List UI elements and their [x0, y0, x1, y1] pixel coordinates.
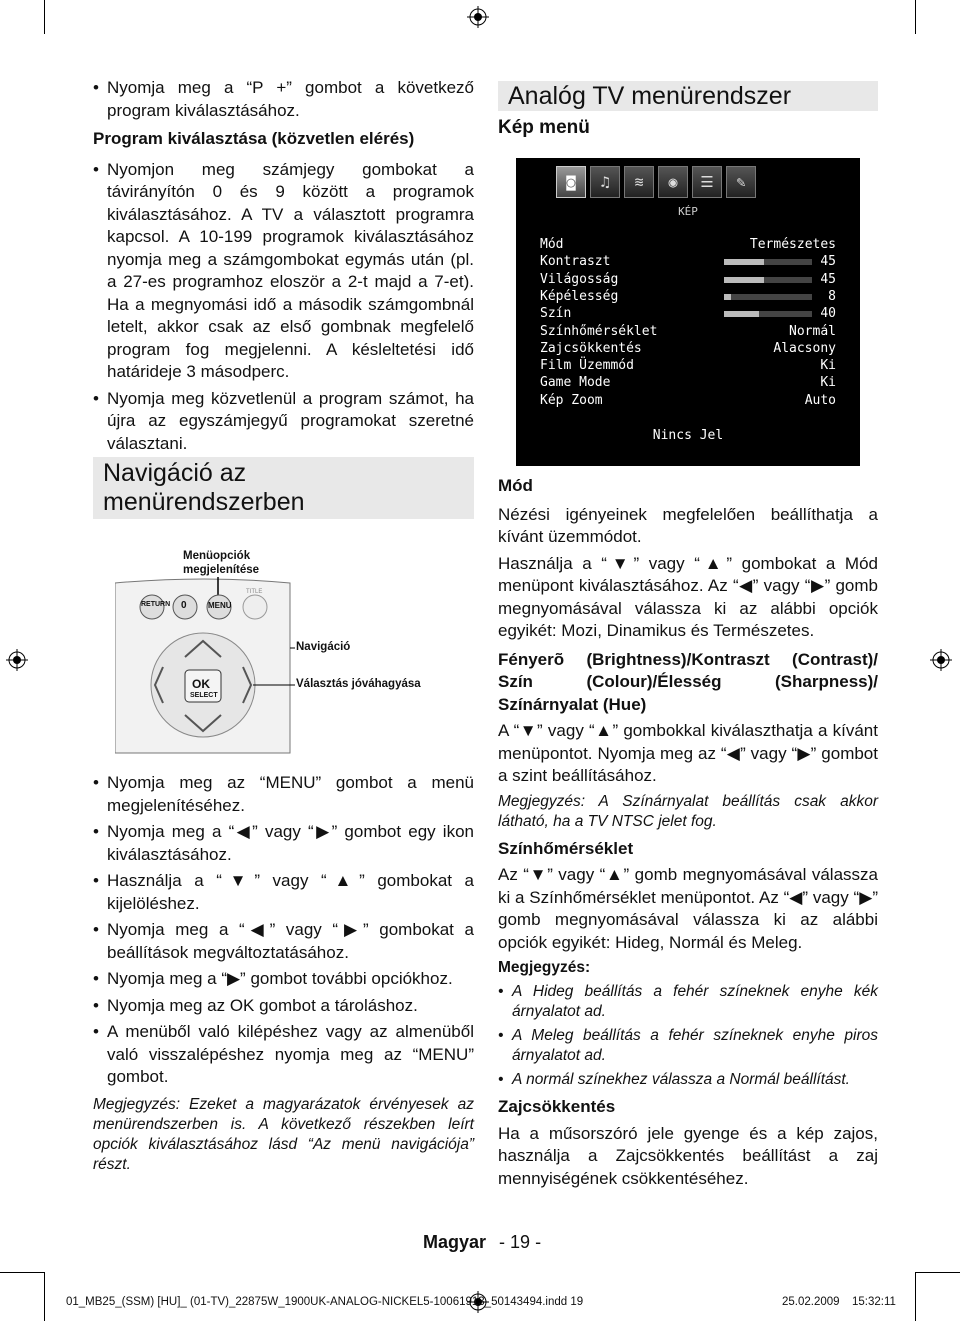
tv-menu-row-label: Game Mode [540, 375, 611, 391]
navigation-section-title [93, 457, 474, 519]
tv-menu-row-value: Alacsony [773, 340, 836, 356]
tv-menu-row[interactable] [540, 289, 836, 306]
tv-menu-row[interactable] [540, 375, 836, 392]
settings-icon[interactable]: ≋ [624, 166, 654, 198]
crop-mark [0, 1272, 44, 1273]
page-footer [423, 1232, 541, 1253]
footer-page-number: - 19 - [499, 1232, 542, 1252]
noise-reduction-paragraph: Ha a műsorszóró jele gyenge és a kép zajos, használja a Zajcsökkentés beállítást a zaj mennyiségének csökkentéséhez. [498, 1123, 878, 1188]
picture-menu-subtitle: Kép menü [498, 117, 590, 138]
select-button-label: SELECT [190, 692, 218, 699]
tv-menu-row-label: Zajcsökkentés [540, 340, 642, 356]
footer-time: 15:32:11 [852, 1296, 896, 1308]
crop-mark [44, 1272, 45, 1321]
tv-menu-row[interactable] [540, 393, 836, 410]
tools-icon[interactable]: ✎ [726, 166, 756, 198]
registration-mark-icon [930, 649, 952, 671]
tv-menu-row-value: Ki [820, 358, 836, 374]
direct-selection-heading: Program kiválasztása (közvetlen elérés) [93, 129, 415, 148]
mode-heading: Mód [498, 476, 533, 495]
tv-menu-section-title: KÉP [678, 205, 698, 218]
tv-menu-row-slider[interactable] [724, 311, 812, 317]
navigation-instructions [93, 772, 474, 1179]
nav-bullet: • Nyomja meg a “▶” gombot további opciókhoz. [93, 968, 474, 991]
tv-menu-row-label: Világosság [540, 271, 619, 287]
tv-menu-row-label: Kép Zoom [540, 392, 603, 408]
tv-menu-row-label: Kontraszt [540, 254, 611, 270]
crop-mark [915, 1272, 916, 1321]
navigation-title-line-2: menürendszerben [103, 488, 305, 516]
registration-mark-icon [467, 6, 489, 28]
footer-file-name: 01_MB25_(SSM) [HU]_ (01-TV)_22875W_1900UK-ANALOG-NICKEL5-10061913_50143494.indd 19 [66, 1296, 584, 1308]
tv-menu-row-value: Normál [789, 323, 836, 339]
tv-menu-row[interactable] [540, 254, 836, 271]
tv-menu-row-slider[interactable] [724, 259, 812, 265]
tv-menu-row-value: 40 [820, 306, 836, 322]
callout-navigation: Navigáció [296, 641, 351, 653]
color-temperature-heading: Színhőmérséklet [498, 838, 634, 858]
tv-menu-row[interactable] [540, 324, 836, 341]
footer-date: 25.02.2009 [782, 1296, 840, 1308]
analog-menu-title-bar [498, 81, 878, 111]
ok-button[interactable]: OK [192, 677, 210, 691]
navigation-note: Megjegyzés: Ezeket a magyarázatok érvényesek az menürendszerben is. A következő részekben leírt opciók kiválasztásához lásd “Az menü navigációja” részt. [93, 1095, 474, 1173]
direct-selection-bullet: • Nyomja meg közvetlenül a program számot, ha újra az egyszámjegyű programokat szeretné választani. [93, 388, 474, 456]
mode-paragraph: Használja a “▼” vagy “▲” gombokat a Mód menüpont kiválasztásához. Az “◀” vagy “▶” gomb megnyomásával válassza ki az alábbi opciók egyikét: Mozi, Dinamikus és Természetes. [498, 553, 878, 640]
callout-menu-options: Menüopciók megjelenítése [183, 550, 260, 576]
right-column-text [498, 475, 878, 1194]
footer-language: Magyar [423, 1232, 487, 1252]
color-temperature-note-label: Megjegyzés: [498, 959, 591, 976]
crop-mark [915, 0, 916, 34]
tv-menu-row-slider[interactable] [724, 294, 812, 300]
zero-button[interactable]: 0 [181, 600, 187, 611]
source-icon[interactable]: ◉ [658, 166, 688, 198]
tv-status-no-signal: Nincs Jel [652, 428, 724, 443]
color-temperature-note: • A Meleg beállítás a fehér színeknek enyhe piros árnyalatot ad. [498, 1026, 878, 1066]
analog-menu-title: Analóg TV menürendszer [508, 82, 792, 110]
return-button[interactable]: RETURN [141, 601, 171, 608]
list-icon[interactable]: ☰ [692, 166, 722, 198]
tv-menu-row-value: 8 [828, 288, 836, 304]
tv-menu-row-value: 45 [820, 254, 836, 270]
tv-picture-menu-screenshot [516, 158, 860, 466]
navigation-title-line-1: Navigáció az [103, 459, 247, 487]
tv-menu-row[interactable] [540, 358, 836, 375]
tv-menu-row[interactable] [540, 306, 836, 323]
nav-bullet: • Nyomja meg az “MENU” gombot a menü megjelenítéséhez. [93, 772, 474, 817]
tv-menu-row-value: Auto [804, 392, 836, 408]
crop-mark [915, 1272, 960, 1273]
camera-icon[interactable]: ◙ [556, 166, 586, 198]
tv-menu-row[interactable] [540, 341, 836, 358]
registration-mark-icon [6, 649, 28, 671]
tv-menu-row-label: Színhőmérséklet [540, 323, 658, 339]
tv-menu-row-slider[interactable] [724, 277, 812, 283]
music-icon[interactable]: ♫ [590, 166, 620, 198]
tv-menu-row[interactable] [540, 237, 836, 254]
brightness-heading: Fényerõ (Brightness)/Kontraszt (Contrast)/ Szín (Colour)/Élesség (Sharpness)/ Színárnyalat (Hue) [498, 649, 878, 714]
crop-mark [44, 0, 45, 34]
nav-bullet: • A menüből való kilépéshez vagy az almenüből való visszalépéshez nyomja meg az “MENU” gombot. [93, 1021, 474, 1089]
color-temperature-paragraph: Az “▼” vagy “▲” gomb megnyomásával válassza ki a Színhőmérséklet menüpontot. Az “◀” vagy “▶” gomb megnyomásával válassza ki az alábbi opciók egyikét: Hideg, Normál és Meleg. [498, 865, 878, 952]
tv-menu-row[interactable] [540, 272, 836, 289]
nav-bullet: • Nyomja meg a “◀” vagy “▶” gombot egy ikon kiválasztásához. [93, 821, 474, 866]
tv-menu-icon-bar [556, 166, 756, 198]
nav-bullet: • Használja a “▼” vagy “▲” gombokat a kijelöléshez. [93, 870, 474, 915]
callout-confirm-selection: Választás jóváhagyása [296, 678, 421, 690]
mode-paragraph: Nézési igényeinek megfelelően beállíthatja a kívánt üzemmódot. [498, 504, 878, 546]
nav-bullet: • Nyomja meg a “◀” vagy “▶” gombokat a beállítások megváltoztatásához. [93, 919, 474, 964]
direct-selection-bullet: • Nyomjon meg számjegy gombokat a távirányítón 0 és 9 között a programok kiválasztásához. A TV a választott programra kapcsol. A 10-199 programok kiválasztásához nyomja meg a számgombokat egymás után (pl. a 27-es programhoz eloször a 2-t majd a 7-et). Ha a megnyomási idő a második számgombnál letelt, akkor csak az első gombnak megfelelő program fog megjelenni. A késleltetési idő határideje 3 másodperc. [93, 159, 474, 384]
title-button-label: TITLE [246, 589, 263, 595]
tv-menu-row-label: Mód [540, 237, 564, 252]
tv-menu-row-value: 45 [820, 271, 836, 287]
brightness-note: Megjegyzés: A Színárnyalat beállítás csak akkor látható, ha a TV NTSC jelet fog. [498, 792, 878, 830]
intro-bullet: • Nyomja meg a “P +” gombot a következő program kiválasztásához. [93, 77, 474, 122]
tv-menu-row-label: Szín [540, 306, 572, 322]
menu-button[interactable]: MENU [208, 601, 232, 610]
tv-menu-row-label: Képélesség [540, 288, 619, 304]
nav-bullet: • Nyomja meg az OK gombot a tároláshoz. [93, 995, 474, 1018]
color-temperature-note: • A normál színekhez válassza a Normál beállítást. [498, 1070, 878, 1090]
left-column-top [93, 77, 474, 459]
noise-reduction-heading: Zajcsökkentés [498, 1097, 616, 1116]
brightness-paragraph: A “▼” vagy “▲” gombokkal kiválaszthatja a kívánt menüpontot. Nyomja meg az “◀” vagy “▶” gombot a szint beállításához. [498, 721, 878, 785]
color-temperature-note: • A Hideg beállítás a fehér színeknek enyhe kék árnyalatot ad. [498, 982, 878, 1022]
tv-menu-row-value: Természetes [749, 237, 836, 252]
tv-menu-row-label: Film Üzemmód [540, 358, 634, 374]
tv-menu-row-value: Ki [820, 375, 836, 391]
